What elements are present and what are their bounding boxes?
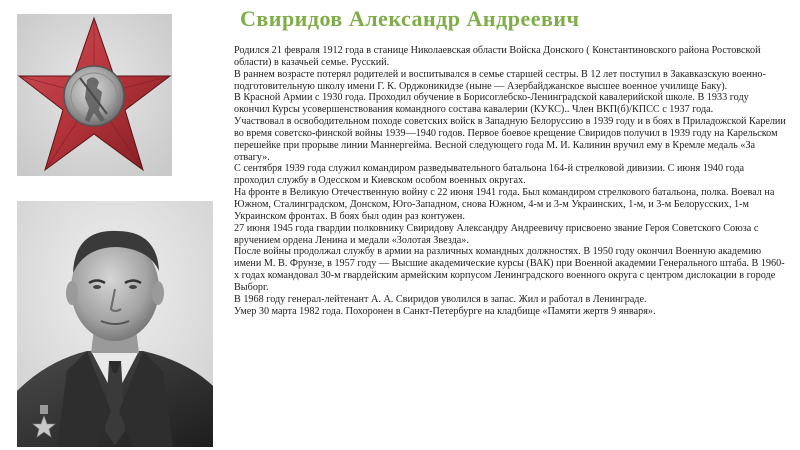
bio-paragraph: С сентября 1939 года служил командиром разведывательного батальона 164-й стрелковой дивизии. С июня 1940 года проходил службу в Одесском и Киевском особом военных округах.	[234, 163, 745, 187]
bio-paragraph: После войны продолжал службу в армии на различных командных должностях. В 1950 году окончил Военную академию имени М. В. Фрунзе, в 1957 году — Высшие академические курсы (ВАК) при Военной академии Генерального штаба. В 1960-х годах командовал 30-м гвардейским армейским корпусом Ленинградского военного округа с центром дислокации в городе Выборг.	[234, 246, 785, 293]
page-title: Свиридов Александр Андреевич	[240, 6, 580, 31]
red-star-order-image	[17, 14, 172, 176]
bio-paragraph: 27 июня 1945 года гвардии полковнику Свиридову Александру Андреевичу присвоено звание Героя Советского Союза с вручением ордена Ленина и медали «Золотая Звезда».	[234, 222, 759, 246]
bio-paragraph: На фронте в Великую Отечественную войну с 22 июня 1941 года. Был командиром стрелкового батальона, полка. Воевал на Южном, Сталинградском, Донском, Юго-Западном, снова Южном, 4-м и 3-м Украинских, 1-м, и 3-м Белорусских, 1-м Украинском фронтах. В боях был один раз контужен.	[234, 187, 775, 222]
bio-paragraph: В 1968 году генерал-лейтенант А. А. Свиридов уволился в запас. Жил и работал в Ленинграде.	[234, 293, 647, 305]
portrait-image	[17, 201, 213, 447]
portrait-photo	[17, 201, 213, 447]
bio-paragraph: Участвовал в освободительном походе советских войск в Западную Белоруссию в 1939 году и в боях в Приладожской Карелии во время советско-финской войны 1939—1940 годов. Первое боевое крещение Свиридов получил в 1939 году на Карельском перешейке при прорыве линии Маннергейма. Весной следующего года М. И. Калинин вручил ему в Кремле медаль «За отвагу».	[234, 116, 786, 163]
bio-paragraph: В раннем возрасте потерял родителей и воспитывался в семье старшей сестры. В 12 лет поступил в Закавказскую военно-подготовительную школу имени Г. К. Орджоникидзе (ныне — Азербайджанское высшее военное училище Баку).	[234, 68, 766, 92]
red-star-order-icon	[17, 14, 172, 176]
bio-paragraph: В Красной Армии с 1930 года. Проходил обучение в Борисоглебско-Ленинградской кавалерийской школе. В 1933 году окончил Курсы усовершенствования командного состава кавалерии (КУКС).. Член ВКП(б)/КПСС с 1937 года.	[234, 92, 749, 116]
bio-paragraph: Умер 30 марта 1982 года. Похоронен в Санкт-Петербурге на кладбище «Памяти жертв 9 января».	[234, 305, 656, 317]
biography-text	[234, 45, 786, 445]
bio-paragraph: Родился 21 февраля 1912 года в станице Николаевская области Войска Донского ( Константиновского района Ростовской области) в казачьей семье. Русский.	[234, 45, 761, 68]
